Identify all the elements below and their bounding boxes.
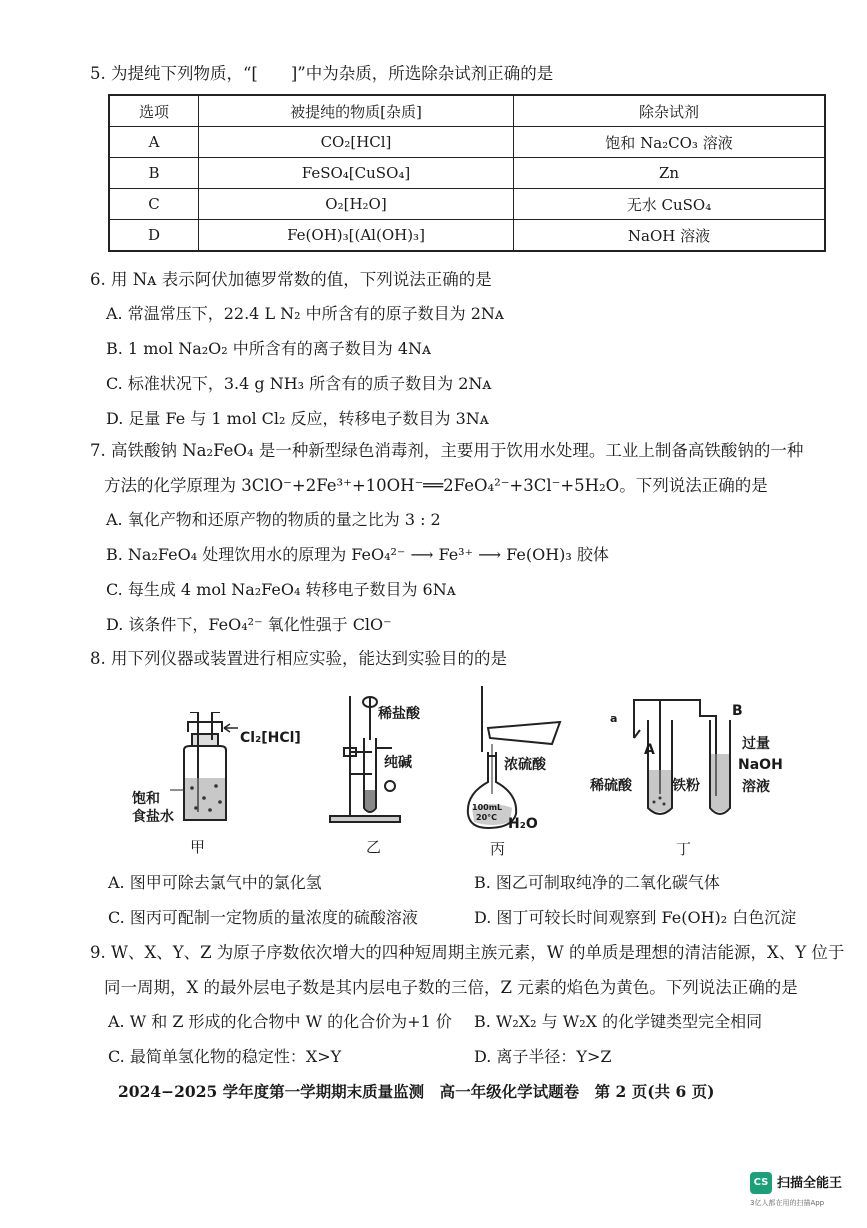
table-cell: FeSO₄[CuSO₄] (199, 158, 514, 189)
q9-stem-line2: 同一周期，X 的最外层电子数是其内层电子数的三倍，Z 元素的焰色为黄色。下列说法正确的是 (104, 978, 798, 997)
table-cell: Zn (514, 158, 826, 189)
q8-stem: 8. 用下列仪器或装置进行相应实验，能达到实验目的的是 (90, 649, 507, 668)
table-row (109, 220, 825, 252)
table-cell: B (109, 158, 199, 189)
label-soda-ash: 纯碱 (384, 755, 412, 771)
table-row (109, 189, 825, 220)
label-water: H₂O (508, 816, 538, 832)
q5-stem: 5. 为提纯下列物质，“[ ]”中为杂质，所选除杂试剂正确的是 (90, 64, 554, 83)
label-solution: 溶液 (742, 779, 770, 795)
apparatus-ding-diagram (620, 690, 750, 835)
table-cell: O₂[H₂O] (199, 189, 514, 220)
table-header-cell: 被提纯的物质[杂质] (199, 95, 514, 127)
q6-option-d: D. 足量 Fe 与 1 mol Cl₂ 反应，转移电子数目为 3Nᴀ (106, 409, 489, 428)
q6-option-a: A. 常温常压下，22.4 L N₂ 中所含有的原子数目为 2Nᴀ (106, 304, 504, 323)
table-cell: NaOH 溶液 (514, 220, 826, 252)
q7-stem-line1: 7. 高铁酸钠 Na₂FeO₄ 是一种新型绿色消毒剂，主要用于饮用水处理。工业上制备高铁酸钠的一种 (90, 441, 804, 460)
label-saturated: 饱和 (132, 791, 160, 807)
q8-option-d: D. 图丁可较长时间观察到 Fe(OH)₂ 白色沉淀 (474, 908, 797, 927)
label-excess: 过量 (742, 736, 770, 752)
table-cell: CO₂[HCl] (199, 127, 514, 158)
label-brine: 食盐水 (132, 809, 174, 825)
label-iron-powder: 铁粉 (672, 778, 700, 794)
q7-option-c: C. 每生成 4 mol Na₂FeO₄ 转移电子数目为 6Nᴀ (106, 580, 456, 599)
label-valve-a: a (610, 712, 618, 725)
table-header-cell: 选项 (109, 95, 199, 127)
q7-option-b: B. Na₂FeO₄ 处理饮用水的原理为 FeO₄²⁻ ⟶ Fe³⁺ ⟶ Fe(OH)₃ 胶体 (106, 545, 609, 564)
q8-option-b: B. 图乙可制取纯净的二氧化碳气体 (474, 873, 720, 892)
table-row (109, 158, 825, 189)
q6-stem: 6. 用 Nᴀ 表示阿伏加德罗常数的值，下列说法正确的是 (90, 270, 492, 289)
label-flask-volume: 100mL (472, 803, 503, 812)
label-dilute-hcl: 稀盐酸 (378, 706, 420, 722)
scanner-tagline: 3亿人都在用的扫描App (750, 1199, 825, 1207)
table-header-cell: 除杂试剂 (514, 95, 826, 127)
caption-bing: 丙 (490, 840, 506, 858)
caption-yi: 乙 (366, 838, 382, 856)
q6-option-c: C. 标准状况下，3.4 g NH₃ 所含有的质子数目为 2Nᴀ (106, 374, 492, 393)
scanner-logo-icon: CS (750, 1172, 772, 1194)
q7-option-a: A. 氧化产物和还原产物的物质的量之比为 3 : 2 (106, 510, 441, 529)
table-cell: 饱和 Na₂CO₃ 溶液 (514, 127, 826, 158)
table-cell: 无水 CuSO₄ (514, 189, 826, 220)
q8-option-a: A. 图甲可除去氯气中的氯化氢 (108, 873, 322, 892)
table-cell: C (109, 189, 199, 220)
q9-option-d: D. 离子半径：Y>Z (474, 1047, 612, 1066)
q9-option-b: B. W₂X₂ 与 W₂X 的化学键类型完全相同 (474, 1012, 763, 1031)
q9-option-a: A. W 和 Z 形成的化合物中 W 的化合价为+1 价 (108, 1012, 452, 1031)
label-tube-a: A (644, 742, 655, 758)
table-cell: Fe(OH)₃[(Al(OH)₃] (199, 220, 514, 252)
scanner-watermark (750, 1170, 850, 1210)
label-dilute-h2so4: 稀硫酸 (590, 778, 632, 794)
label-tube-b: B (732, 703, 743, 719)
page-footer: 2024−2025 学年度第一学期期末质量监测 高一年级化学试题卷 第 2 页(共 6 页) (118, 1082, 715, 1101)
q5-table (108, 94, 826, 252)
label-conc-h2so4: 浓硫酸 (504, 757, 546, 773)
scanner-app-name: 扫描全能王 (777, 1176, 843, 1191)
q6-option-b: B. 1 mol Na₂O₂ 中所含有的离子数目为 4Nᴀ (106, 339, 432, 358)
table-cell: A (109, 127, 199, 158)
q9-stem-line1: 9. W、X、Y、Z 为原子序数依次增大的四种短周期主族元素，W 的单质是理想的清洁能源，X、Y 位于 (90, 943, 845, 962)
table-row (109, 127, 825, 158)
q7-option-d: D. 该条件下，FeO₄²⁻ 氧化性强于 ClO⁻ (106, 615, 392, 634)
label-naoh: NaOH (738, 757, 783, 773)
label-cl2-hcl: Cl₂[HCl] (240, 730, 301, 746)
caption-jia: 甲 (190, 838, 206, 856)
label-flask-temp: 20°C (476, 813, 498, 822)
table-cell: D (109, 220, 199, 252)
table-row (109, 95, 825, 127)
q7-stem-line2: 方法的化学原理为 3ClO⁻+2Fe³⁺+10OH⁻══2FeO₄²⁻+3Cl⁻+5H₂O。下列说法正确的是 (104, 476, 768, 495)
caption-ding: 丁 (676, 840, 692, 858)
q9-option-c: C. 最简单氢化物的稳定性：X>Y (108, 1047, 342, 1066)
q8-option-c: C. 图丙可配制一定物质的量浓度的硫酸溶液 (108, 908, 418, 927)
